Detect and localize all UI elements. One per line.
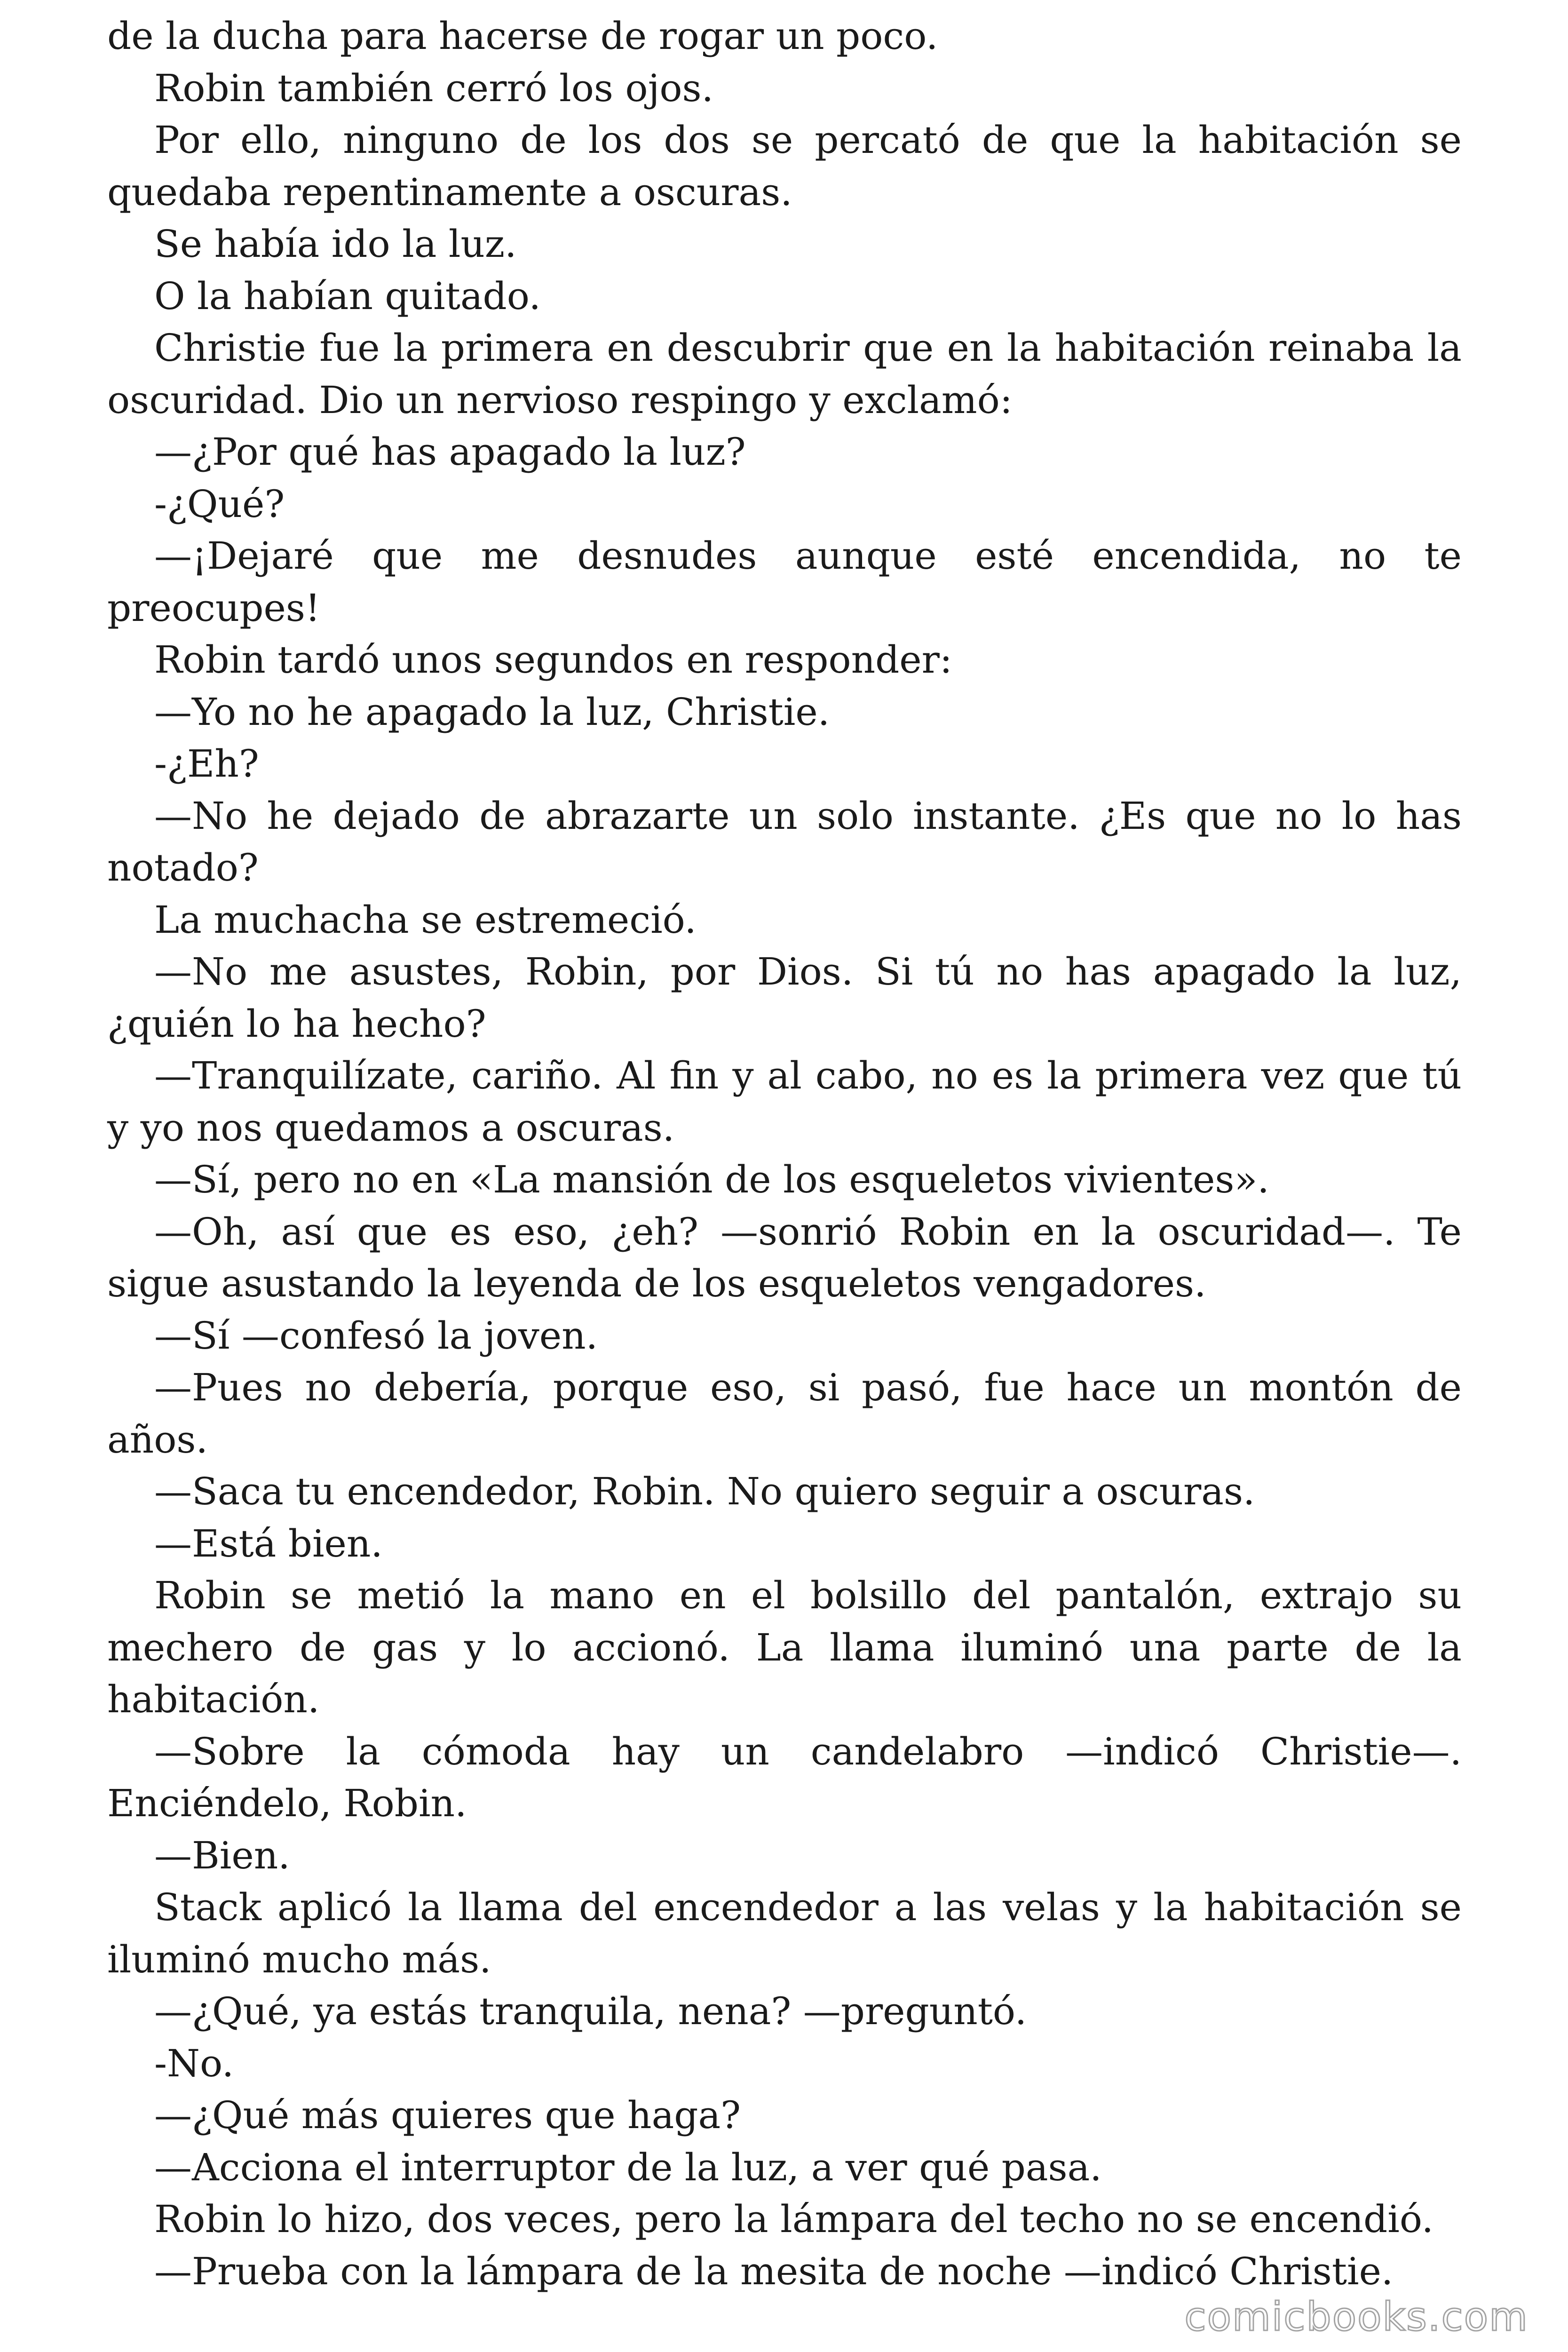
paragraph: —No me asustes, Robin, por Dios. Si tú no has apagado la luz, ¿quién lo ha hecho? bbox=[107, 950, 1462, 1046]
paragraph: O la habían quitado. bbox=[154, 274, 541, 318]
paragraph: -¿Eh? bbox=[154, 742, 259, 786]
paragraph: Robin tardó unos segundos en responder: bbox=[154, 638, 952, 682]
paragraph: Christie fue la primera en descubrir que en la habitación reinaba la oscuridad. Dio un nervioso respingo y exclamó: bbox=[107, 326, 1462, 422]
paragraph: Se había ido la luz. bbox=[154, 222, 517, 266]
paragraph: —¿Qué más quieres que haga? bbox=[154, 2093, 741, 2137]
paragraph: —Sí —confesó la joven. bbox=[154, 1313, 598, 1358]
paragraph: —No he dejado de abrazarte un solo instante. ¿Es que no lo has notado? bbox=[107, 794, 1462, 890]
paragraph: —Sí, pero no en «La mansión de los esqueletos vivientes». bbox=[154, 1158, 1269, 1201]
paragraph: de la ducha para hacerse de rogar un poco. bbox=[107, 14, 938, 58]
paragraph: —Tranquilízate, cariño. Al fin y al cabo, no es la primera vez que tú y yo nos quedamos a oscuras. bbox=[107, 1054, 1462, 1150]
watermark: comicbooks.com bbox=[1184, 2294, 1528, 2340]
paragraph: —Sobre la cómoda hay un candelabro —indicó Christie—. Enciéndelo, Robin. bbox=[107, 1729, 1462, 1825]
paragraph: Robin también cerró los ojos. bbox=[154, 66, 714, 110]
paragraph: —¡Dejaré que me desnudes aunque esté encendida, no te preocupes! bbox=[107, 534, 1462, 630]
paragraph: La muchacha se estremeció. bbox=[154, 898, 697, 942]
paragraph: —Está bien. bbox=[154, 1521, 383, 1565]
page-text bbox=[107, 10, 1462, 2297]
paragraph: —Yo no he apagado la luz, Christie. bbox=[154, 690, 830, 734]
paragraph: -No. bbox=[154, 2041, 234, 2085]
paragraph: Por ello, ninguno de los dos se percató de que la habitación se quedaba repentinamente a oscuras. bbox=[107, 118, 1462, 214]
paragraph: —¿Qué, ya estás tranquila, nena? —preguntó. bbox=[154, 1989, 1027, 2033]
paragraph: -¿Qué? bbox=[154, 482, 285, 526]
paragraph: —Bien. bbox=[154, 1833, 290, 1877]
paragraph: —Pues no debería, porque eso, si pasó, fue hace un montón de años. bbox=[107, 1366, 1462, 1462]
paragraph: Robin lo hizo, dos veces, pero la lámpara del techo no se encendió. bbox=[154, 2197, 1434, 2241]
paragraph: Stack aplicó la llama del encendedor a las velas y la habitación se iluminó mucho más. bbox=[107, 1885, 1462, 1981]
paragraph: —Saca tu encendedor, Robin. No quiero seguir a oscuras. bbox=[154, 1470, 1255, 1513]
paragraph: —Oh, así que es eso, ¿eh? —sonrió Robin en la oscuridad—. Te sigue asustando la leyenda de los esqueletos vengadores. bbox=[107, 1209, 1462, 1305]
paragraph: —Acciona el interruptor de la luz, a ver qué pasa. bbox=[154, 2145, 1102, 2189]
paragraph: —Prueba con la lámpara de la mesita de noche —indicó Christie. bbox=[154, 2249, 1394, 2293]
paragraph: —¿Por qué has apagado la luz? bbox=[154, 430, 746, 474]
paragraph: Robin se metió la mano en el bolsillo del pantalón, extrajo su mechero de gas y lo accionó. La llama iluminó una parte de la habitación. bbox=[107, 1573, 1462, 1721]
